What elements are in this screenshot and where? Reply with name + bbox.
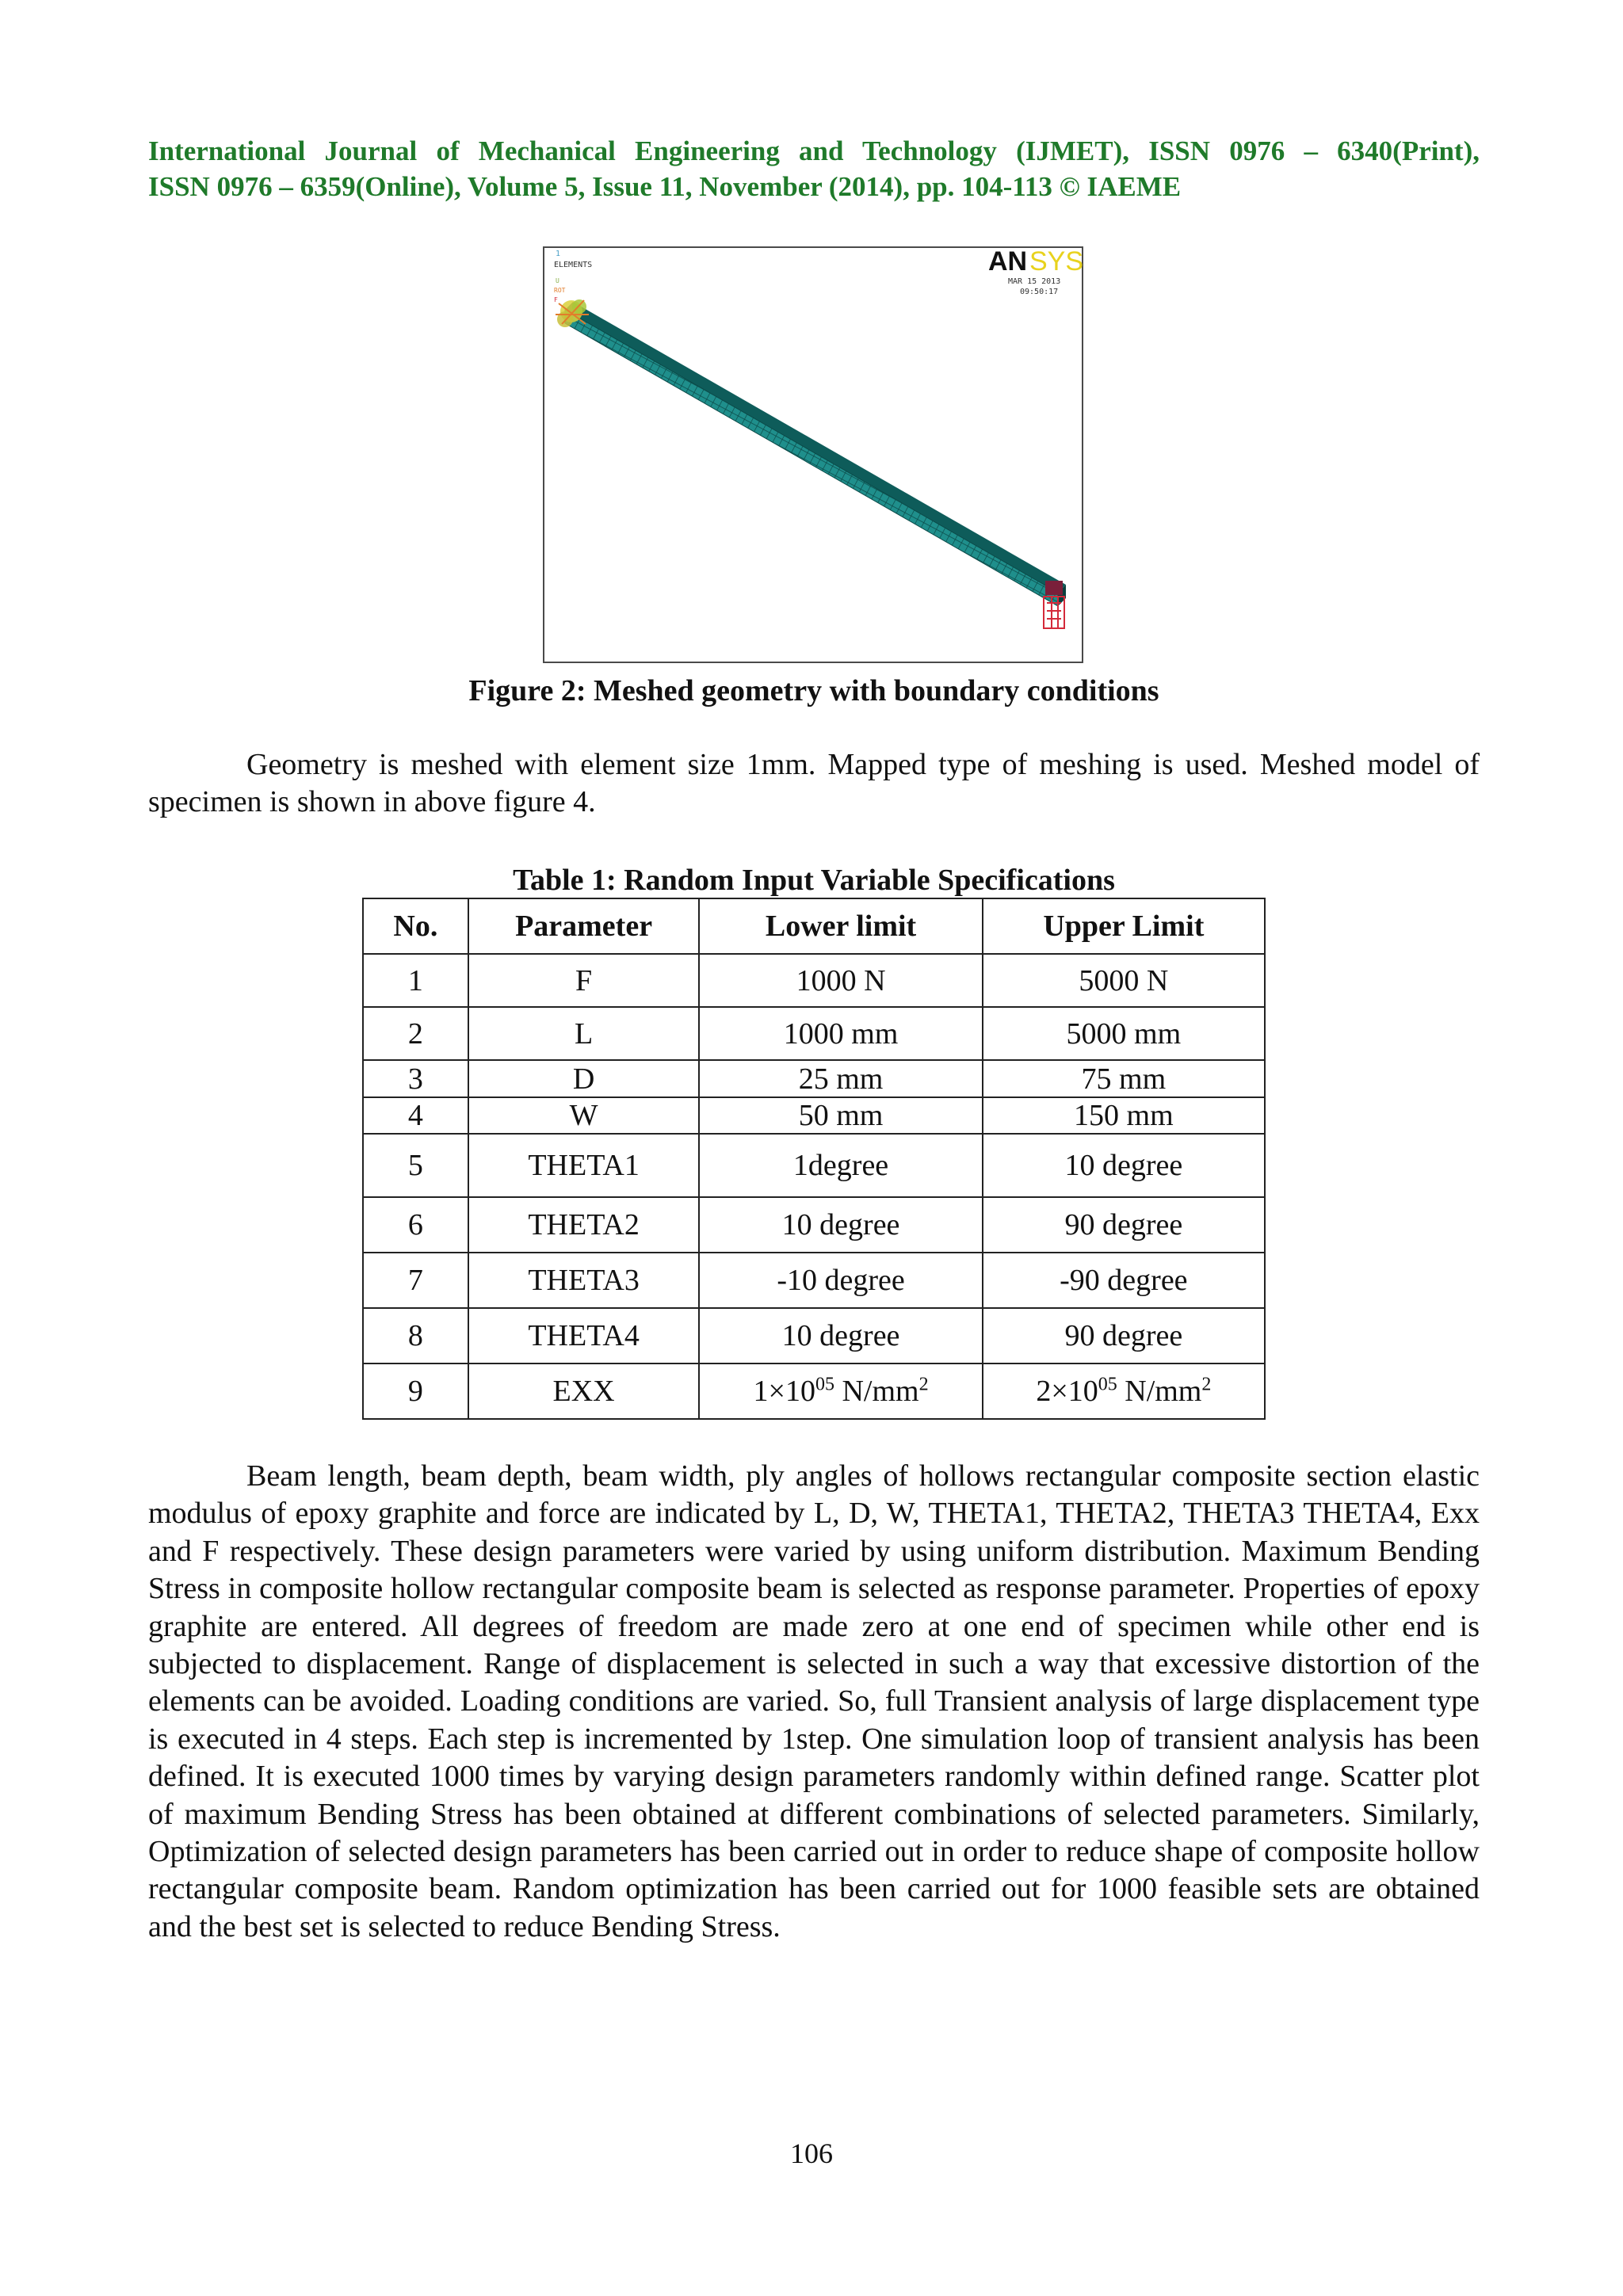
cell-lower: 10 degree (699, 1197, 982, 1253)
cell-parameter: W (468, 1097, 700, 1134)
upper-unit: N/mm (1117, 1375, 1202, 1408)
cell-lower (699, 1363, 982, 1419)
cell-upper: 90 degree (983, 1308, 1265, 1363)
cell-parameter: THETA1 (468, 1134, 700, 1197)
beam-mesh-side (565, 310, 1058, 606)
paragraph-meshing (148, 746, 1480, 822)
paragraph-methodology (148, 1458, 1480, 1946)
lower-unit-exp: 2 (918, 1374, 929, 1395)
cell-lower: 1000 mm (699, 1007, 982, 1060)
corner-mark: 1 (556, 250, 561, 258)
upper-exp: 05 (1098, 1374, 1117, 1395)
cell-upper: 150 mm (983, 1097, 1265, 1134)
cell-upper: -90 degree (983, 1253, 1265, 1308)
cell-no: 9 (363, 1363, 468, 1419)
cell-lower: 1degree (699, 1134, 982, 1197)
side-mark-f: F (554, 296, 558, 303)
col-header-upper-limit: Upper Limit (983, 898, 1265, 954)
cell-parameter: F (468, 954, 700, 1007)
cell-lower: 10 degree (699, 1308, 982, 1363)
load-markers (1044, 581, 1064, 628)
cell-parameter: THETA4 (468, 1308, 700, 1363)
cell-no: 3 (363, 1060, 468, 1097)
lower-exp: 05 (815, 1374, 834, 1395)
ansys-mesh-render (544, 248, 1085, 665)
elements-label: ELEMENTS (554, 261, 593, 269)
cell-lower: 25 mm (699, 1060, 982, 1097)
journal-header-line1: International Journal of Mechanical Engineering and Technology (IJMET), ISSN 0976 – 6340(Print), (148, 135, 1480, 166)
table-caption: Table 1: Random Input Variable Specifications (513, 864, 1115, 897)
upper-base: 2×10 (1036, 1375, 1098, 1408)
table-row (363, 1060, 1265, 1097)
cell-upper: 5000 mm (983, 1007, 1265, 1060)
table-row (363, 1097, 1265, 1134)
input-variable-table (362, 898, 1266, 1420)
journal-header-line2: ISSN 0976 – 6359(Online), Volume 5, Issue 11, November (2014), pp. 104-113 © IAEME (148, 171, 1182, 202)
table-row (363, 1007, 1265, 1060)
table-row (363, 1363, 1265, 1419)
cell-parameter: L (468, 1007, 700, 1060)
cell-no: 6 (363, 1197, 468, 1253)
col-header-no: No. (363, 898, 468, 954)
figure-caption: Figure 2: Meshed geometry with boundary conditions (468, 674, 1159, 707)
col-header-lower-limit: Lower limit (699, 898, 982, 954)
side-mark-u: U (556, 277, 559, 284)
lower-unit: N/mm (834, 1375, 919, 1408)
table-row (363, 954, 1265, 1007)
cell-upper: 5000 N (983, 954, 1265, 1007)
col-header-parameter: Parameter (468, 898, 700, 954)
table-row (363, 1308, 1265, 1363)
cell-no: 5 (363, 1134, 468, 1197)
table-row (363, 1134, 1265, 1197)
ansys-logo-sys: SYS (1029, 248, 1084, 277)
upper-unit-exp: 2 (1201, 1374, 1212, 1395)
beam-top-face (565, 302, 1066, 593)
side-mark-rot: ROT (554, 287, 566, 294)
cell-lower: 50 mm (699, 1097, 982, 1134)
paragraph-meshing-text: Geometry is meshed with element size 1mm. Mapped type of meshing is used. Meshed model of specimen is shown in above figure 4. (148, 748, 1480, 819)
cell-upper: 10 degree (983, 1134, 1265, 1197)
cell-upper: 75 mm (983, 1060, 1265, 1097)
cell-upper: 90 degree (983, 1197, 1265, 1253)
lower-base: 1×10 (753, 1375, 815, 1408)
render-time: 09:50:17 (1020, 288, 1059, 296)
cell-upper (983, 1363, 1265, 1419)
render-date: MAR 15 2013 (1008, 277, 1061, 286)
page-number: 106 (790, 2138, 833, 2169)
cell-lower: -10 degree (699, 1253, 982, 1308)
ansys-logo-an: AN (988, 248, 1028, 277)
cell-parameter: EXX (468, 1363, 700, 1419)
cell-no: 8 (363, 1308, 468, 1363)
table-header-row (363, 898, 1265, 954)
paragraph-methodology-text: Beam length, beam depth, beam width, ply angles of hollows rectangular composite section elastic modulus of epoxy graphite and force are indicated by L, D, W, THETA1, THETA2, THETA3 THETA4, Exx and F respectively. These design parameters were varied by using uniform distribution. Maximum Bending Stress in composite hollow rectangular composite beam is selected as response parameter. Properties of epoxy graphite are entered. All degrees of freedom are made zero at one end of specimen while other end is subjected to displacement. Range of displacement is selected in such a way that excessive distortion of the elements can be avoided. Loading conditions are varied. So, full Transient analysis of large displacement type is executed in 4 steps. Each step is incremented by 1step. One simulation loop of transient analysis has been defined. It is executed 1000 times by varying design parameters randomly within defined range. Scatter plot of maximum Bending Stress has been obtained at different combinations of selected parameters. Similarly, Optimization of selected design parameters has been carried out in order to reduce shape of composite hollow rectangular composite beam. Random optimization has been carried out for 1000 feasible sets are obtained and the best set is selected to reduce Bending Stress. (148, 1459, 1480, 1943)
cell-parameter: THETA3 (468, 1253, 700, 1308)
cell-no: 4 (363, 1097, 468, 1134)
cell-no: 2 (363, 1007, 468, 1060)
cell-lower: 1000 N (699, 954, 982, 1007)
cell-parameter: D (468, 1060, 700, 1097)
cell-no: 7 (363, 1253, 468, 1308)
table-row (363, 1253, 1265, 1308)
cell-no: 1 (363, 954, 468, 1007)
journal-header (148, 133, 1480, 204)
cell-parameter: THETA2 (468, 1197, 700, 1253)
figure-meshed-geometry (543, 246, 1083, 663)
table-row (363, 1197, 1265, 1253)
